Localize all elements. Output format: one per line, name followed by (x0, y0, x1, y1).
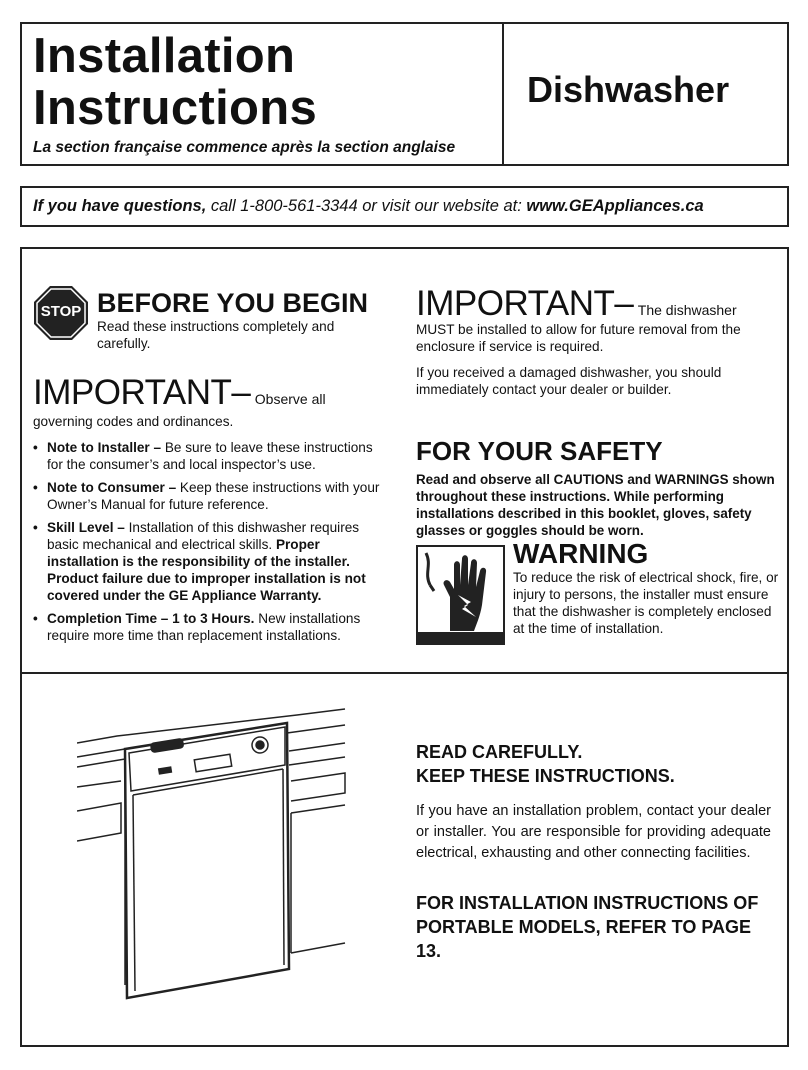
questions-line (33, 197, 704, 216)
section-divider (20, 672, 789, 674)
bullet-label: Note to Consumer – (47, 480, 177, 495)
bullet-label: Skill Level – (47, 520, 125, 535)
before-you-begin-text: Read these instructions completely and carefully. (97, 319, 335, 351)
questions-lead: If you have questions, (33, 197, 207, 215)
for-your-safety-heading: FOR YOUR SAFETY (416, 436, 663, 466)
list-item (33, 439, 388, 473)
bullet-text: Installation of this dishwasher requires basic mechanical and electrical skills. (47, 520, 360, 552)
safety-text: Read and observe all CAUTIONS and WARNINGS shown throughout these instructions. While performing installations described in this booklet, gloves, safety glasses or goggles should be worn. (416, 472, 775, 538)
title-line-2: Instructions (33, 81, 318, 135)
bullet-label: Note to Installer – (47, 440, 162, 455)
stop-sign (33, 285, 89, 341)
page-title (33, 30, 317, 134)
electrical-hazard-icon (416, 545, 505, 645)
bullet-text: New installations require more time than replacement installations. (47, 611, 361, 643)
header-divider (502, 22, 504, 166)
website-link[interactable]: www.GEAppliances.ca (526, 197, 704, 215)
read-carefully-line-1: READ CAREFULLY. (416, 742, 583, 762)
important-right-title: IMPORTANT (416, 284, 615, 323)
important-right-heading (416, 284, 737, 324)
bullet-text: Keep these instructions with your Owner’s Manual for future reference. (47, 480, 380, 512)
before-you-begin-heading: BEFORE YOU BEGIN (97, 288, 369, 318)
warning-text: To reduce the risk of electrical shock, fire, or injury to persons, the installer must ensure that the dishwasher is completely enclosed at the time of installation. (513, 570, 779, 636)
read-carefully-heading (416, 740, 675, 788)
french-note: La section française commence après la section anglaise (33, 139, 456, 156)
product-name: Dishwasher (527, 69, 730, 110)
important-right-rest: MUST be installed to allow for future removal from the enclosure if service is required. (416, 322, 741, 354)
important-left-dash: – (231, 373, 251, 412)
installer-notes-list (33, 439, 388, 650)
important-right-lead: The dishwasher (637, 302, 737, 318)
warning-heading: WARNING (513, 538, 649, 569)
important-right-dash: – (614, 284, 634, 323)
installation-problem-text: If you have an installation problem, contact your dealer or installer. You are responsible for providing adequate electrical, exhausting and other connecting facilities. (416, 803, 771, 861)
bullet-label: Completion Time – 1 to 3 Hours. (47, 611, 255, 626)
list-item (33, 479, 388, 513)
questions-text: call 1-800-561-3344 or visit our website at: (206, 197, 527, 215)
dishwasher-illustration (77, 703, 397, 1003)
important-left-heading (33, 373, 326, 413)
important-left-lead: Observe all (254, 391, 326, 407)
bullet-text: Be sure to leave these instructions for the consumer’s and local inspector’s use. (47, 440, 373, 472)
portable-models-note: FOR INSTALLATION INSTRUCTIONS OF PORTABLE MODELS, REFER TO PAGE 13. (416, 893, 759, 961)
list-item (33, 519, 388, 604)
damaged-unit-text: If you received a damaged dishwasher, you should immediately contact your dealer or builder. (416, 365, 722, 397)
important-left-title: IMPORTANT (33, 373, 232, 412)
bullet-bold-tail: Proper installation is the responsibility of the installer. Product failure due to improper installation is not covered under the GE Appliance Warranty. (47, 537, 366, 603)
read-carefully-line-2: KEEP THESE INSTRUCTIONS. (416, 766, 675, 786)
title-line-1: Installation (33, 29, 296, 83)
important-left-rest: governing codes and ordinances. (33, 414, 234, 429)
stop-text: STOP (40, 303, 82, 320)
list-item (33, 610, 388, 644)
